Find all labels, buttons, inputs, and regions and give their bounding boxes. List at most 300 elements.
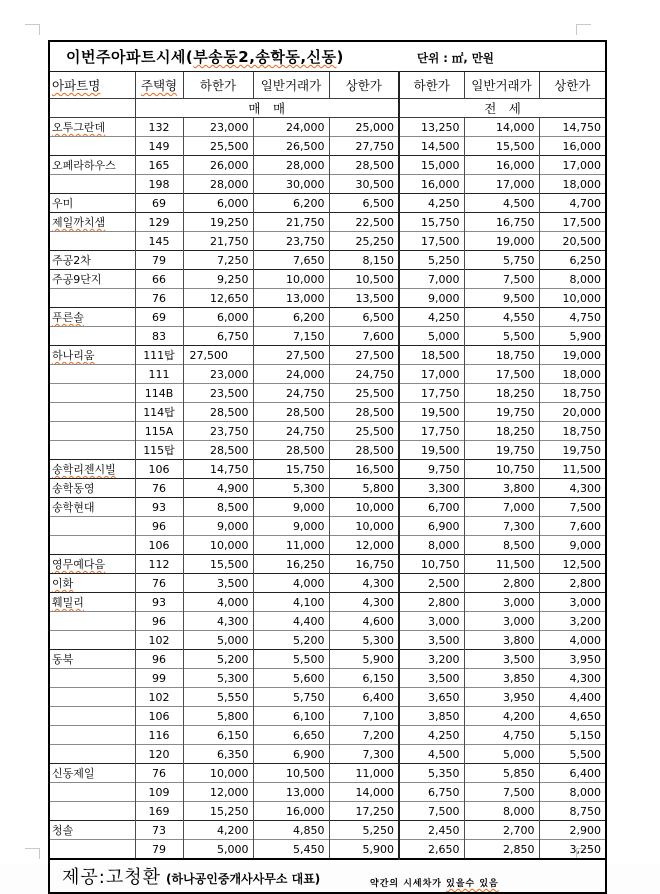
table-row xyxy=(49,384,606,403)
apartment-name-cell xyxy=(49,669,135,688)
sale-high-cell: 12,000 xyxy=(329,536,399,555)
jeonse-low-cell: 4,500 xyxy=(399,745,464,764)
sale-avg-cell: 5,750 xyxy=(253,688,329,707)
sale-low-cell: 12,000 xyxy=(183,783,253,802)
sale-high-cell: 28,500 xyxy=(329,156,399,175)
unit-label: 단위 : ㎡, 만원 xyxy=(417,51,494,65)
sale-low-cell: 4,900 xyxy=(183,479,253,498)
table-row xyxy=(49,270,606,289)
jeonse-avg-cell: 5,500 xyxy=(464,327,539,346)
apartment-name-cell xyxy=(49,289,135,308)
unit-type-cell: 76 xyxy=(135,764,183,783)
sale-avg-cell: 28,000 xyxy=(253,156,329,175)
jeonse-avg-cell: 8,000 xyxy=(464,802,539,821)
jeonse-high-cell: 19,750 xyxy=(539,441,606,460)
jeonse-low-cell: 9,750 xyxy=(399,460,464,479)
apartment-name-cell: 주공9단지 xyxy=(49,270,135,289)
sale-avg-cell: 10,500 xyxy=(253,764,329,783)
jeonse-avg-cell: 4,550 xyxy=(464,308,539,327)
jeonse-low-cell: 8,000 xyxy=(399,536,464,555)
jeonse-avg-cell: 2,800 xyxy=(464,574,539,593)
table-row xyxy=(49,764,606,783)
sale-avg-cell: 5,500 xyxy=(253,650,329,669)
table-row xyxy=(49,327,606,346)
jeonse-high-cell: 6,250 xyxy=(539,251,606,270)
sale-high-cell: 16,750 xyxy=(329,555,399,574)
apartment-name-cell xyxy=(49,384,135,403)
jeonse-low-cell: 18,500 xyxy=(399,346,464,365)
sale-avg-cell: 6,900 xyxy=(253,745,329,764)
sale-low-cell: 10,000 xyxy=(183,764,253,783)
sale-avg-cell: 6,650 xyxy=(253,726,329,745)
jeonse-high-cell: 4,650 xyxy=(539,707,606,726)
sale-avg-cell: 21,750 xyxy=(253,213,329,232)
unit-type-cell: 120 xyxy=(135,745,183,764)
jeonse-high-cell: 4,700 xyxy=(539,194,606,213)
jeonse-high-cell: 8,750 xyxy=(539,802,606,821)
margin-mark-top-right-icon xyxy=(576,24,591,35)
sale-avg-cell: 23,750 xyxy=(253,232,329,251)
jeonse-high-cell: 5,900 xyxy=(539,327,606,346)
jeonse-avg-cell: 4,200 xyxy=(464,707,539,726)
unit-type-cell: 112 xyxy=(135,555,183,574)
table-row xyxy=(49,536,606,555)
sale-avg-cell: 6,200 xyxy=(253,194,329,213)
col-header-unit-type: 주택형 xyxy=(135,72,183,99)
apartment-name-cell: 동북 xyxy=(49,650,135,669)
jeonse-high-cell: 17,000 xyxy=(539,156,606,175)
apartment-name-cell xyxy=(49,783,135,802)
sale-low-cell: 15,250 xyxy=(183,802,253,821)
sale-low-cell: 5,300 xyxy=(183,669,253,688)
jeonse-low-cell: 7,000 xyxy=(399,270,464,289)
sale-high-cell: 6,500 xyxy=(329,194,399,213)
jeonse-high-cell: 4,300 xyxy=(539,669,606,688)
jeonse-low-cell: 2,500 xyxy=(399,574,464,593)
apartment-name-cell xyxy=(49,840,135,860)
unit-type-cell: 76 xyxy=(135,289,183,308)
title-row xyxy=(49,41,606,72)
jeonse-high-cell: 4,300 xyxy=(539,479,606,498)
sale-high-cell: 10,000 xyxy=(329,517,399,536)
table-row xyxy=(49,137,606,156)
sale-high-cell: 7,100 xyxy=(329,707,399,726)
jeonse-avg-cell: 19,000 xyxy=(464,232,539,251)
table-row xyxy=(49,441,606,460)
jeonse-avg-cell: 16,750 xyxy=(464,213,539,232)
jeonse-high-cell: 18,000 xyxy=(539,175,606,194)
jeonse-low-cell: 2,450 xyxy=(399,821,464,840)
jeonse-low-cell: 15,000 xyxy=(399,156,464,175)
sale-avg-cell: 5,600 xyxy=(253,669,329,688)
table-row xyxy=(49,688,606,707)
unit-type-cell: 145 xyxy=(135,232,183,251)
margin-mark-top-left-icon xyxy=(25,24,40,35)
apartment-name-cell xyxy=(49,365,135,384)
table-row xyxy=(49,232,606,251)
apartment-name-cell xyxy=(49,327,135,346)
jeonse-low-cell: 17,750 xyxy=(399,422,464,441)
sale-avg-cell: 24,750 xyxy=(253,422,329,441)
jeonse-low-cell: 3,200 xyxy=(399,650,464,669)
table-row xyxy=(49,726,606,745)
unit-type-cell: 111 xyxy=(135,365,183,384)
unit-type-cell: 129 xyxy=(135,213,183,232)
sale-high-cell: 28,500 xyxy=(329,403,399,422)
jeonse-high-cell: 9,000 xyxy=(539,536,606,555)
sale-high-cell: 30,500 xyxy=(329,175,399,194)
sale-avg-cell: 7,650 xyxy=(253,251,329,270)
jeonse-low-cell: 5,250 xyxy=(399,251,464,270)
provider-org: (하나공인중개사사무소 대표) xyxy=(166,872,321,886)
jeonse-avg-cell: 7,500 xyxy=(464,783,539,802)
jeonse-avg-cell: 3,800 xyxy=(464,631,539,650)
apartment-name-cell: 청솔 xyxy=(49,821,135,840)
jeonse-low-cell: 5,350 xyxy=(399,764,464,783)
jeonse-avg-cell: 3,000 xyxy=(464,612,539,631)
jeonse-avg-cell: 17,000 xyxy=(464,175,539,194)
jeonse-high-cell: 7,600 xyxy=(539,517,606,536)
sale-low-cell: 27,500 xyxy=(183,346,253,365)
sale-high-cell: 10,500 xyxy=(329,270,399,289)
col-header-sale-avg: 일반거래가 xyxy=(253,72,329,99)
sale-low-cell: 8,500 xyxy=(183,498,253,517)
sale-low-cell: 6,150 xyxy=(183,726,253,745)
page-title: 이번주아파트시세(부송동2,송학동,신동) xyxy=(66,48,344,66)
jeonse-high-cell: 16,000 xyxy=(539,137,606,156)
jeonse-low-cell: 7,500 xyxy=(399,802,464,821)
sale-low-cell: 28,500 xyxy=(183,441,253,460)
sale-low-cell: 23,000 xyxy=(183,365,253,384)
jeonse-avg-cell: 5,850 xyxy=(464,764,539,783)
sale-low-cell: 23,500 xyxy=(183,384,253,403)
sale-avg-cell: 5,300 xyxy=(253,479,329,498)
unit-type-cell: 79 xyxy=(135,251,183,270)
apartment-name-cell xyxy=(49,612,135,631)
sale-high-cell: 6,400 xyxy=(329,688,399,707)
jeonse-avg-cell: 2,700 xyxy=(464,821,539,840)
sale-low-cell: 5,800 xyxy=(183,707,253,726)
sale-high-cell: 25,000 xyxy=(329,118,399,137)
sale-low-cell: 9,250 xyxy=(183,270,253,289)
apartment-name-cell xyxy=(49,745,135,764)
table-row xyxy=(49,289,606,308)
unit-type-cell: 66 xyxy=(135,270,183,289)
sale-avg-cell: 28,500 xyxy=(253,403,329,422)
table-row xyxy=(49,118,606,137)
sale-low-cell: 4,000 xyxy=(183,593,253,612)
sale-low-cell: 25,500 xyxy=(183,137,253,156)
apartment-name-cell xyxy=(49,175,135,194)
sale-low-cell: 28,000 xyxy=(183,175,253,194)
apartment-name-cell: 송학리젠시빌 xyxy=(49,460,135,479)
jeonse-low-cell: 14,500 xyxy=(399,137,464,156)
sale-high-cell: 10,000 xyxy=(329,498,399,517)
table-row xyxy=(49,175,606,194)
sale-high-cell: 7,300 xyxy=(329,745,399,764)
apartment-price-table xyxy=(48,40,607,894)
apartment-name-cell: 송학동영 xyxy=(49,479,135,498)
jeonse-high-cell: 3,250 xyxy=(539,840,606,860)
sale-low-cell: 4,200 xyxy=(183,821,253,840)
sale-low-cell: 5,550 xyxy=(183,688,253,707)
price-sheet xyxy=(48,40,605,894)
jeonse-low-cell: 17,000 xyxy=(399,365,464,384)
col-header-sale-high: 상한가 xyxy=(329,72,399,99)
table-row xyxy=(49,365,606,384)
jeonse-avg-cell: 7,300 xyxy=(464,517,539,536)
sale-avg-cell: 4,400 xyxy=(253,612,329,631)
sale-high-cell: 5,800 xyxy=(329,479,399,498)
sale-high-cell: 22,500 xyxy=(329,213,399,232)
sale-low-cell: 15,500 xyxy=(183,555,253,574)
jeonse-low-cell: 2,800 xyxy=(399,593,464,612)
apartment-name-cell: 송학현대 xyxy=(49,498,135,517)
jeonse-avg-cell: 15,500 xyxy=(464,137,539,156)
unit-type-cell: 93 xyxy=(135,593,183,612)
jeonse-avg-cell: 11,500 xyxy=(464,555,539,574)
unit-type-cell: 106 xyxy=(135,460,183,479)
unit-type-cell: 79 xyxy=(135,840,183,860)
group-header-sale: 매 매 xyxy=(135,99,399,118)
jeonse-low-cell: 3,500 xyxy=(399,631,464,650)
table-row xyxy=(49,460,606,479)
jeonse-avg-cell: 16,000 xyxy=(464,156,539,175)
apartment-name-cell xyxy=(49,688,135,707)
sale-low-cell: 23,750 xyxy=(183,422,253,441)
jeonse-avg-cell: 18,750 xyxy=(464,346,539,365)
sale-avg-cell: 5,200 xyxy=(253,631,329,650)
jeonse-avg-cell: 3,950 xyxy=(464,688,539,707)
sale-high-cell: 6,150 xyxy=(329,669,399,688)
apartment-name-cell xyxy=(49,422,135,441)
unit-type-cell: 198 xyxy=(135,175,183,194)
sale-avg-cell: 9,000 xyxy=(253,498,329,517)
sale-high-cell: 11,000 xyxy=(329,764,399,783)
sale-high-cell: 27,750 xyxy=(329,137,399,156)
table-row xyxy=(49,631,606,650)
unit-type-cell: 69 xyxy=(135,194,183,213)
unit-type-cell: 116 xyxy=(135,726,183,745)
sale-low-cell: 9,000 xyxy=(183,517,253,536)
sale-high-cell: 4,600 xyxy=(329,612,399,631)
jeonse-avg-cell: 18,250 xyxy=(464,384,539,403)
unit-type-cell: 76 xyxy=(135,479,183,498)
jeonse-high-cell: 11,500 xyxy=(539,460,606,479)
table-row xyxy=(49,498,606,517)
unit-type-cell: 149 xyxy=(135,137,183,156)
table-row xyxy=(49,403,606,422)
sale-low-cell: 6,000 xyxy=(183,308,253,327)
table-row xyxy=(49,308,606,327)
jeonse-high-cell: 4,400 xyxy=(539,688,606,707)
sale-high-cell: 5,300 xyxy=(329,631,399,650)
jeonse-avg-cell: 4,500 xyxy=(464,194,539,213)
sale-avg-cell: 24,750 xyxy=(253,384,329,403)
sale-avg-cell: 28,500 xyxy=(253,441,329,460)
sale-avg-cell: 6,200 xyxy=(253,308,329,327)
column-header-row xyxy=(49,72,606,99)
jeonse-avg-cell: 19,750 xyxy=(464,441,539,460)
jeonse-avg-cell: 3,500 xyxy=(464,650,539,669)
jeonse-high-cell: 7,500 xyxy=(539,498,606,517)
jeonse-low-cell: 6,700 xyxy=(399,498,464,517)
jeonse-avg-cell: 18,250 xyxy=(464,422,539,441)
jeonse-high-cell: 8,000 xyxy=(539,270,606,289)
sale-avg-cell: 7,150 xyxy=(253,327,329,346)
jeonse-low-cell: 17,750 xyxy=(399,384,464,403)
jeonse-low-cell: 3,000 xyxy=(399,612,464,631)
unit-type-cell: 99 xyxy=(135,669,183,688)
sale-low-cell: 12,650 xyxy=(183,289,253,308)
jeonse-avg-cell: 3,850 xyxy=(464,669,539,688)
sale-low-cell: 23,000 xyxy=(183,118,253,137)
jeonse-high-cell: 18,000 xyxy=(539,365,606,384)
jeonse-low-cell: 16,000 xyxy=(399,175,464,194)
jeonse-low-cell: 10,750 xyxy=(399,555,464,574)
sale-low-cell: 6,350 xyxy=(183,745,253,764)
apartment-name-cell: 신동제일 xyxy=(49,764,135,783)
jeonse-avg-cell: 5,000 xyxy=(464,745,539,764)
jeonse-low-cell: 4,250 xyxy=(399,194,464,213)
table-row xyxy=(49,821,606,840)
sale-high-cell: 16,500 xyxy=(329,460,399,479)
jeonse-low-cell: 13,250 xyxy=(399,118,464,137)
jeonse-high-cell: 4,750 xyxy=(539,308,606,327)
sale-avg-cell: 5,450 xyxy=(253,840,329,860)
sale-low-cell: 14,750 xyxy=(183,460,253,479)
col-header-sale-low: 하한가 xyxy=(183,72,253,99)
jeonse-low-cell: 19,500 xyxy=(399,441,464,460)
apartment-name-cell: 이화 xyxy=(49,574,135,593)
jeonse-avg-cell: 17,500 xyxy=(464,365,539,384)
unit-type-cell: 114탑 xyxy=(135,403,183,422)
jeonse-avg-cell: 3,800 xyxy=(464,479,539,498)
apartment-name-cell xyxy=(49,726,135,745)
jeonse-low-cell: 4,250 xyxy=(399,308,464,327)
jeonse-high-cell: 18,750 xyxy=(539,384,606,403)
apartment-name-cell xyxy=(49,403,135,422)
unit-type-cell: 96 xyxy=(135,650,183,669)
sale-avg-cell: 15,750 xyxy=(253,460,329,479)
unit-type-cell: 83 xyxy=(135,327,183,346)
sale-low-cell: 19,250 xyxy=(183,213,253,232)
apartment-name-cell: 훼밀리 xyxy=(49,593,135,612)
unit-type-cell: 106 xyxy=(135,536,183,555)
apartment-name-cell xyxy=(49,802,135,821)
unit-type-cell: 115탑 xyxy=(135,441,183,460)
apartment-name-cell xyxy=(49,517,135,536)
unit-type-cell: 76 xyxy=(135,574,183,593)
sale-avg-cell: 9,000 xyxy=(253,517,329,536)
sale-high-cell: 7,600 xyxy=(329,327,399,346)
jeonse-high-cell: 10,000 xyxy=(539,289,606,308)
sale-low-cell: 4,300 xyxy=(183,612,253,631)
sale-low-cell: 26,000 xyxy=(183,156,253,175)
table-row xyxy=(49,517,606,536)
unit-type-cell: 96 xyxy=(135,612,183,631)
sale-avg-cell: 24,000 xyxy=(253,118,329,137)
jeonse-avg-cell: 4,750 xyxy=(464,726,539,745)
sale-low-cell: 5,000 xyxy=(183,631,253,650)
table-row xyxy=(49,346,606,365)
sale-high-cell: 27,500 xyxy=(329,346,399,365)
jeonse-high-cell: 17,500 xyxy=(539,213,606,232)
table-row xyxy=(49,213,606,232)
jeonse-low-cell: 5,000 xyxy=(399,327,464,346)
sale-avg-cell: 13,000 xyxy=(253,783,329,802)
sale-avg-cell: 10,000 xyxy=(253,270,329,289)
apartment-name-cell xyxy=(49,631,135,650)
unit-type-cell: 109 xyxy=(135,783,183,802)
jeonse-high-cell: 3,000 xyxy=(539,593,606,612)
sale-low-cell: 6,750 xyxy=(183,327,253,346)
table-row xyxy=(49,707,606,726)
jeonse-low-cell: 6,750 xyxy=(399,783,464,802)
unit-type-cell: 132 xyxy=(135,118,183,137)
sale-high-cell: 6,500 xyxy=(329,308,399,327)
jeonse-high-cell: 8,000 xyxy=(539,783,606,802)
jeonse-avg-cell: 14,000 xyxy=(464,118,539,137)
provider-name: 제공:고청환 xyxy=(62,867,162,888)
unit-type-cell: 165 xyxy=(135,156,183,175)
disclaimer-note: 약간의 시세차가 있을수 있음 xyxy=(370,879,499,889)
sale-high-cell: 25,500 xyxy=(329,422,399,441)
jeonse-avg-cell: 8,500 xyxy=(464,536,539,555)
sale-avg-cell: 16,000 xyxy=(253,802,329,821)
jeonse-high-cell: 5,500 xyxy=(539,745,606,764)
apartment-name-cell: 주공2차 xyxy=(49,251,135,270)
unit-type-cell: 69 xyxy=(135,308,183,327)
jeonse-avg-cell: 7,000 xyxy=(464,498,539,517)
sale-low-cell: 5,000 xyxy=(183,840,253,860)
sale-high-cell: 13,500 xyxy=(329,289,399,308)
table-row xyxy=(49,669,606,688)
table-row xyxy=(49,783,606,802)
sale-high-cell: 5,900 xyxy=(329,840,399,860)
sale-high-cell: 8,150 xyxy=(329,251,399,270)
col-header-jeonse-high: 상한가 xyxy=(539,72,606,99)
jeonse-avg-cell: 2,850 xyxy=(464,840,539,860)
apartment-name-cell xyxy=(49,232,135,251)
apartment-name-cell: 오투그란데 xyxy=(49,118,135,137)
jeonse-avg-cell: 19,750 xyxy=(464,403,539,422)
jeonse-high-cell: 14,750 xyxy=(539,118,606,137)
table-row xyxy=(49,422,606,441)
sale-avg-cell: 6,100 xyxy=(253,707,329,726)
jeonse-high-cell: 3,950 xyxy=(539,650,606,669)
table-row xyxy=(49,612,606,631)
unit-type-cell: 93 xyxy=(135,498,183,517)
margin-mark-bottom-left-icon xyxy=(25,848,40,859)
table-row xyxy=(49,840,606,860)
table-row xyxy=(49,555,606,574)
jeonse-high-cell: 2,900 xyxy=(539,821,606,840)
jeonse-high-cell: 20,000 xyxy=(539,403,606,422)
unit-type-cell: 96 xyxy=(135,517,183,536)
jeonse-low-cell: 3,650 xyxy=(399,688,464,707)
sale-high-cell: 5,900 xyxy=(329,650,399,669)
sale-low-cell: 28,500 xyxy=(183,403,253,422)
unit-type-cell: 169 xyxy=(135,802,183,821)
jeonse-avg-cell: 9,500 xyxy=(464,289,539,308)
price-group-row xyxy=(49,99,606,118)
apartment-name-cell xyxy=(49,536,135,555)
col-header-apartment-name: 아파트명 xyxy=(49,72,135,99)
sale-avg-cell: 16,250 xyxy=(253,555,329,574)
jeonse-low-cell: 9,000 xyxy=(399,289,464,308)
jeonse-avg-cell: 3,000 xyxy=(464,593,539,612)
